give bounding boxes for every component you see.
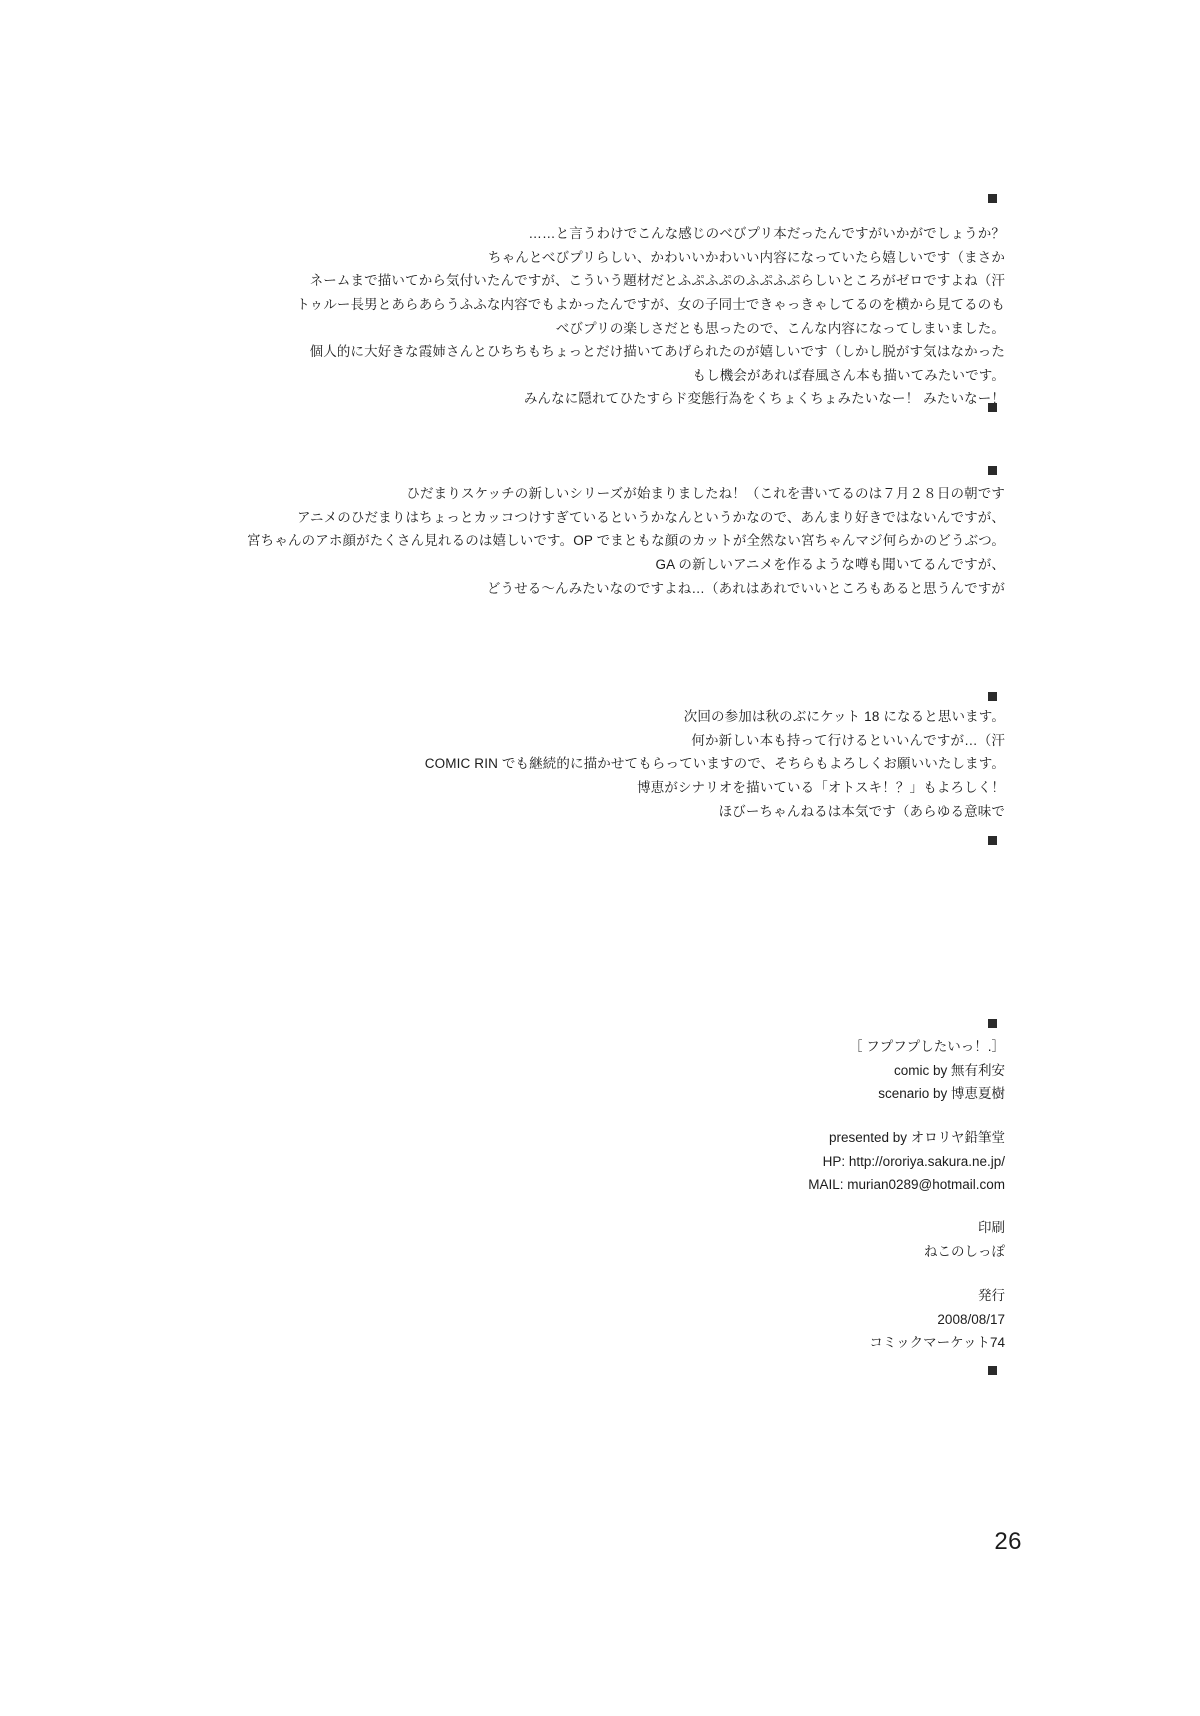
afterword-line: 何か新しい本も持って行けるといいんですが…（汗 — [691, 732, 1005, 748]
page-number: 26 — [994, 1528, 1022, 1555]
square-marker-icon — [988, 836, 997, 845]
presented-by: presented by オロリヤ鉛筆堂 — [828, 1130, 1005, 1145]
afterword-line: 個人的に大好きな霞姉さんとひちちもちょっとだけ描いてあげられたのが嬉しいです（しかし脱がす気はなかった — [309, 344, 1005, 360]
afterword-line: 博恵がシナリオを描いている「オトスキ！？」もよろしく！ — [637, 779, 1005, 795]
afterword-line: ……と言うわけでこんな感じのべびプリ本だったんですがいかがでしょうか？ — [528, 226, 1005, 241]
colophon-release — [869, 1284, 1005, 1355]
afterword-line: ちゃんとべびプリらしい、かわいいかわいい内容になっていたら嬉しいです（まさか — [487, 249, 1005, 265]
square-marker-icon — [988, 466, 997, 475]
homepage-url: HP: http://ororiya.sakura.ne.jp/ — [822, 1153, 1005, 1169]
mail-address: MAIL: murian0289@hotmail.com — [808, 1177, 1005, 1193]
work-title: ［ フプフプしたいっ！.］ — [848, 1039, 1005, 1054]
afterword-line: みんなに隠れてひたすらド変態行為をくちょくちょみたいなー！ みたいなー！ — [523, 391, 1005, 407]
afterword-line: COMIC RIN でも継続的に描かせてもらっていますので、そちらもよろしくお願いいたします。 — [424, 756, 1005, 772]
afterword-line: どうせる〜んみたいなのですよね…（あれはあれでいいところもあると思うんですが — [486, 580, 1005, 596]
afterword-section-1 — [175, 222, 1005, 411]
colophon-publisher — [808, 1126, 1005, 1197]
afterword-line: トゥルー長男とあらあらうふふな内容でもよかったんですが、女の子同士できゃっきゃしてるのを横から見てるのも — [296, 296, 1005, 312]
afterword-line: ひだまりスケッチの新しいシリーズが始まりましたね！（これを書いてるのは７月２８日の朝です — [406, 486, 1005, 501]
afterword-line: べびプリの楽しさだとも思ったので、こんな内容になってしまいました。 — [555, 320, 1005, 336]
afterword-section-2 — [175, 482, 1005, 600]
afterword-line: ネームまで描いてから気付いたんですが、こういう題材だとふぷふぷのふぷふぷらしいところがゼロですよね（汗 — [309, 273, 1005, 289]
scenario-credit: scenario by 博恵夏樹 — [878, 1086, 1005, 1102]
afterword-section-3 — [175, 705, 1005, 823]
square-marker-icon — [988, 692, 997, 701]
release-date: 2008/08/17 — [937, 1311, 1005, 1327]
afterword-line: ほびーちゃんねるは本気です（あらゆる意味で — [718, 803, 1005, 819]
release-label: 発行 — [978, 1288, 1005, 1303]
colophon-credits — [849, 1035, 1005, 1106]
printing-company: ねこのしっぽ — [924, 1243, 1005, 1259]
comic-credit: comic by 無有利安 — [893, 1062, 1005, 1078]
afterword-line: もし機会があれば春風さん本も描いてみたいです。 — [692, 367, 1005, 383]
afterword-line: アニメのひだまりはちょっとカッコつけすぎているというかなんというかなので、あんまり好きではないんですが、 — [297, 509, 1005, 525]
square-marker-icon — [988, 1366, 997, 1375]
release-event: コミックマーケット74 — [869, 1335, 1005, 1351]
printing-label: 印刷 — [978, 1220, 1005, 1235]
square-marker-icon — [988, 1019, 997, 1028]
square-marker-icon — [988, 194, 997, 203]
afterword-line: 宮ちゃんのアホ顔がたくさん見れるのは嬉しいです。OP でまともな顔のカットが全然ない宮ちゃんマジ何らかのどうぶつ。 — [247, 533, 1005, 549]
afterword-line: GA の新しいアニメを作るような噂も聞いてるんですが、 — [655, 556, 1005, 572]
afterword-line: 次回の参加は秋のぶにケット 18 になると思います。 — [683, 709, 1005, 724]
colophon-printing — [924, 1216, 1005, 1263]
